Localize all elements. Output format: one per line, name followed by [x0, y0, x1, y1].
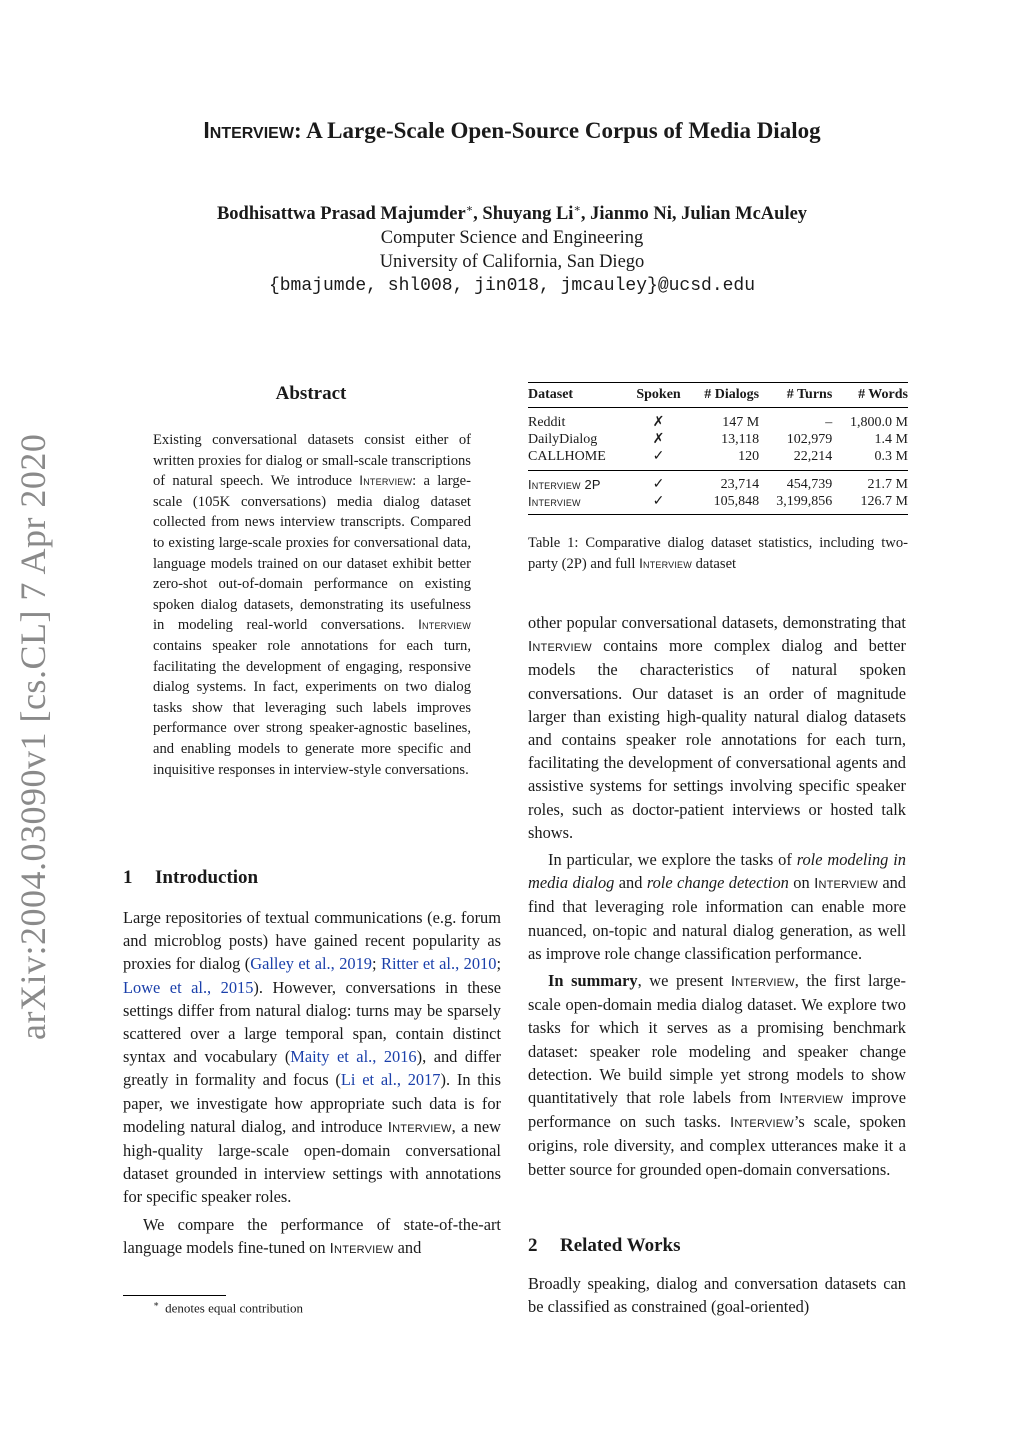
- citation-link[interactable]: Maity et al., 2016: [290, 1047, 417, 1067]
- header-dialogs: # Dialogs: [688, 383, 760, 408]
- table-row: [528, 448, 908, 471]
- table-row: [528, 408, 908, 432]
- cell-dataset: DailyDialog: [528, 432, 598, 447]
- section-heading-related-works: [528, 1235, 681, 1257]
- header-turns: # Turns: [759, 383, 832, 408]
- table-row: [528, 493, 908, 515]
- cell-words: 21.7 M: [867, 477, 908, 492]
- dataset-name: Interview: [729, 1114, 794, 1132]
- footnote-text: denotes equal contribution: [165, 1300, 304, 1316]
- table-caption: Table 1: Comparative dialog dataset statistics, including two-party (2P) and full Interview dataset: [528, 535, 908, 572]
- abstract-heading: Abstract: [275, 383, 347, 404]
- cell-words: 1.4 M: [874, 432, 908, 447]
- cell-spoken: ✗: [652, 415, 665, 430]
- paragraph: Large repositories of textual communications (e.g. forum and microblog posts) have gained recent popularity as proxies for dialog (Galley et al., 2019; Ritter et al., 2010; Lowe et al., 2015). However, conversations in these settings differ from natural dialog: turns may be sparsely scattered over a large temporal span, contain distinct syntax and vocabulary (Maity et al., 2016), and differ greatly in formality and focus (Li et al., 2017). In this paper, we investigate how appropriate such data is for modeling natural dialog, and introduce Interview, a new high-quality large-scale open-domain conversational dataset grounded in interview settings with annotations for specific speaker roles.: [123, 908, 501, 1207]
- dataset-name: Interview: [814, 875, 878, 893]
- citation-link[interactable]: Galley et al., 2019: [250, 954, 372, 974]
- section-heading-introduction: [123, 867, 258, 889]
- citation-link[interactable]: Ritter et al., 2010: [381, 954, 497, 974]
- dataset-name: Interview: [418, 617, 471, 633]
- cell-words: 126.7 M: [832, 493, 908, 515]
- header-dataset: Dataset: [528, 383, 630, 408]
- section-title: Related Works: [560, 1235, 681, 1256]
- cell-spoken: ✓: [630, 493, 688, 515]
- university: University of California, San Diego: [379, 252, 645, 273]
- author-block: [0, 197, 1024, 298]
- cell-turns: 102,979: [786, 432, 833, 447]
- cell-dataset: Reddit: [528, 415, 566, 430]
- dataset-name: Interview: [779, 1090, 844, 1108]
- abstract-body: Existing conversational datasets consist either of written proxies for dialog or small-scale transcriptions of natural speech. We introduce Interview: a large-scale (105K conversations) media dialog dataset collected from news interview transcripts. Compared to existing large-scale proxies for conversational data, language models trained on our dataset exhibit better zero-shot out-of-domain performance on existing spoken dialog datasets, demonstrating its usefulness in modeling real-world conversations. Interview contains speaker role annotations for each turn, facilitating the development of engaging, responsive dialog systems. In fact, experiments on two dialog tasks show that leveraging such labels improves performance over strong speaker-agnostic baselines, and enabling models to generate more specific and inquisitive responses in interview-style conversations.: [153, 432, 471, 778]
- dataset-name: Interview: [329, 1239, 394, 1257]
- table-row: [528, 431, 908, 448]
- citation-link[interactable]: Li et al., 2017: [340, 1070, 441, 1090]
- section-number: 2: [528, 1235, 538, 1256]
- arxiv-identifier-stamp: arXiv:2004.03090v1 [cs.CL] 7 Apr 2020: [13, 433, 53, 1040]
- cell-spoken: ✓: [630, 448, 688, 471]
- comparison-table: [528, 382, 908, 515]
- cell-words: 1,800.0 M: [850, 415, 908, 430]
- dataset-name: Interview: [639, 555, 692, 571]
- cell-spoken: ✗: [652, 432, 665, 447]
- cell-turns: 454,739: [786, 477, 833, 492]
- cell-dialogs: 120: [688, 448, 760, 471]
- related-works-text: [528, 1272, 906, 1318]
- section-number: 1: [123, 867, 133, 888]
- cell-words: 0.3 M: [832, 448, 908, 471]
- cell-dialogs: 13,118: [721, 432, 760, 447]
- cell-turns: –: [825, 415, 833, 430]
- dataset-name: Interview: [730, 973, 795, 991]
- cell-dataset: CALLHOME: [528, 448, 630, 471]
- right-column-text: [528, 611, 906, 1181]
- cell-dialogs: 23,714: [720, 477, 760, 492]
- author-names: Bodhisattwa Prasad Majumder∗, Shuyang Li∗, Jianmo Ni, Julian McAuley: [216, 203, 808, 225]
- paper-title: [0, 117, 1024, 144]
- cell-dataset: Interview: [528, 493, 630, 515]
- table-row: [528, 471, 908, 494]
- header-spoken: Spoken: [630, 383, 688, 408]
- footnote-marker: ∗: [465, 203, 474, 215]
- cell-spoken: ✓: [652, 477, 665, 492]
- cell-dialogs: 105,848: [688, 493, 760, 515]
- paragraph: Broadly speaking, dialog and conversation datasets can be classified as constrained (goal-oriented): [528, 1274, 906, 1317]
- paragraph: other popular conversational datasets, demonstrating that Interview contains more complex dialog and better models the characteristics of natural spoken conversations. Our dataset is an order of magnitude larger than existing high-quality natural dialog datasets and contains speaker role annotations for each turn, facilitating the development of conversational agents and assistive systems for settings involving specific speaker roles, such as doctor-patient interviews or hosted talk shows.: [528, 613, 906, 842]
- header-words: # Words: [832, 383, 908, 408]
- paragraph: We compare the performance of state-of-the-art language models fine-tuned on Interview and: [123, 1214, 501, 1257]
- dataset-name: Interview: [528, 638, 592, 656]
- footnote-divider: [123, 1295, 226, 1296]
- dataset-name: Interview: [359, 473, 413, 489]
- department: Computer Science and Engineering: [380, 228, 644, 249]
- author-emails[interactable]: {bmajumde, shl008, jin018, jmcauley}@ucsd.edu: [268, 276, 756, 297]
- title-rest: : A Large-Scale Open-Source Corpus of Media Dialog: [293, 118, 821, 143]
- dataset-name: Interview: [387, 1118, 452, 1136]
- footnote-marker: ∗: [573, 203, 581, 215]
- cell-dialogs: 147 M: [722, 415, 760, 430]
- cell-turns: 3,199,856: [759, 493, 832, 515]
- introduction-text: [123, 906, 501, 1260]
- cell-turns: 22,214: [759, 448, 832, 471]
- paragraph: In summary, we present Interview, the first large-scale open-domain media dialog dataset. We explore two tasks for which it serves as a promising benchmark dataset: speaker role modeling and speaker change detection. We build simple yet strong models to show quantitatively that role labels from Interview improve performance on such tasks. Interview’s scale, spoken origins, role diversity, and complex utterances make it a better source for grounded open-domain conversations.: [528, 971, 906, 1179]
- paragraph: In particular, we explore the tasks of role modeling in media dialog and role change detection on Interview and find that leveraging role information can enable more nuanced, on-topic and natural dialog generation, as well as improve role change classification performance.: [528, 850, 906, 963]
- footnote: [123, 1299, 503, 1316]
- dataset-name: Interview: [203, 117, 294, 143]
- footnote-mark: ∗: [153, 1299, 160, 1309]
- citation-link[interactable]: Lowe et al., 2015: [123, 977, 254, 997]
- cell-dataset: Interview 2P: [528, 477, 601, 492]
- section-title: Introduction: [155, 867, 259, 888]
- table-header-row: [528, 383, 908, 408]
